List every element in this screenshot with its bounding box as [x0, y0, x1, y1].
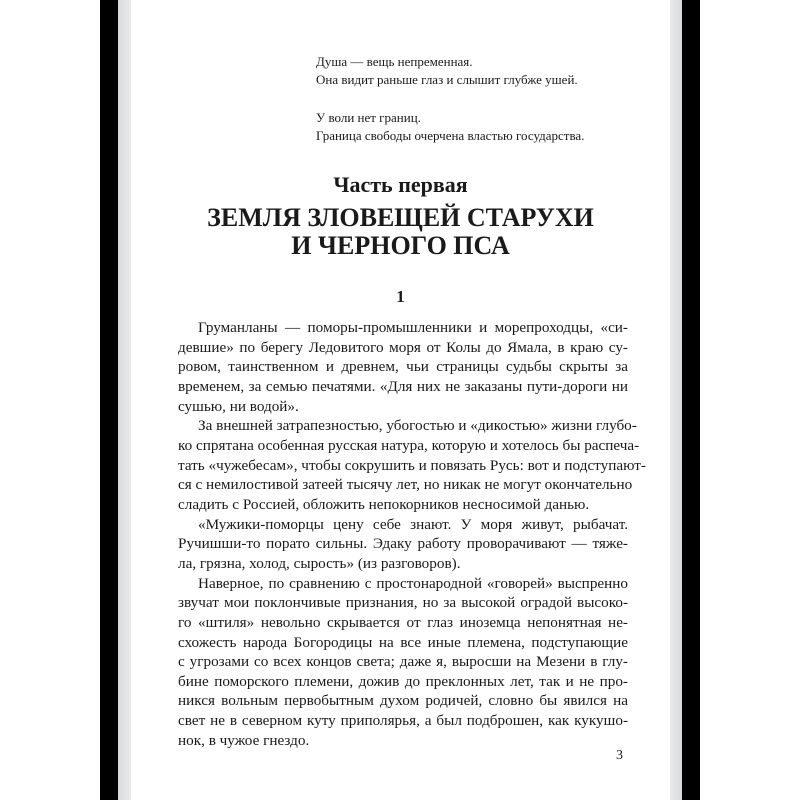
text-line: девшие» по берегу Ледовитого моря от Колы до Ямала, в краю су- [178, 338, 628, 356]
text-line: никся вольным первобытным духом родичей, словно бы явился на [178, 692, 628, 710]
paragraph [178, 515, 628, 574]
chapter-title-line-2: И ЧЕРНОГО ПСА [291, 231, 510, 260]
text-line: нок, в чужое гнездо. [178, 731, 310, 749]
text-line: Наверное, по сравнению с простонародной «говорей» выспренно [198, 574, 628, 592]
right-page-edge [670, 0, 682, 800]
text-line: «Мужики-поморцы цену себе знают. У моря живут, рыбачат. [198, 515, 628, 533]
chapter-title-line-1: ЗЕМЛЯ ЗЛОВЕЩЕЙ СТАРУХИ [207, 203, 594, 232]
body-text [178, 318, 646, 750]
text-line: ла, грязна, холод, сырость» (из разговоров). [178, 554, 461, 572]
paragraph [178, 574, 628, 751]
epigraph-line: Душа — вещь непременная. [316, 54, 473, 69]
text-line: Груманланы — поморы-промышленники и морепроходцы, «си- [198, 319, 628, 336]
epigraph-line: Она видит раньше глаз и слышит глубже ушей. [316, 72, 578, 87]
text-line: го «штиля» невольно скрывается от глаз иноземца непонятная не- [178, 613, 628, 631]
right-border [682, 0, 700, 800]
text-line: ко спрятана особенная русская натура, которую и хотелось бы распеча- [178, 436, 640, 454]
left-border [100, 0, 118, 800]
text-line: Ручишши-то порато сильны. Эдаку работу проворачивают — тяже- [178, 535, 628, 553]
paragraph [178, 416, 646, 514]
text-line: звучат мои поклончивые признания, но за высокой оградой высоко- [178, 594, 628, 612]
left-page-edge [118, 0, 131, 800]
text-line: схожесть народа Богородицы на все иные племена, подступающие [178, 633, 628, 651]
text-line: ровом, таинственном и древнем, чьи страницы судьбы скрыты за [178, 358, 628, 376]
epigraph-line: У воли нет границ. [316, 110, 421, 125]
epigraph-1 [316, 53, 578, 89]
chapter-number: 1 [396, 287, 405, 306]
text-line: свет не в северном куту приполярья, а был подброшен, как кукушо- [178, 712, 628, 730]
text-line: с угрозами со всех концов света; даже я, выросши на Мезени в глу- [178, 653, 628, 671]
text-line: временем, за семью печатями. «Для них не заказаны пути-дороги ни [178, 377, 628, 395]
part-title: Часть первая [333, 172, 468, 197]
epigraph-line: Граница свободы очерчена властью государства. [316, 128, 585, 143]
text-line: тать «чужебесам», чтобы сокрушить и повязать Русь: вот и подступают- [178, 456, 646, 474]
text-line: бине поморского племени, дожив до преклонных лет, так и не про- [178, 672, 628, 690]
page-number: 3 [616, 748, 623, 763]
text-line: За внешней затрапезностью, убогостью и «дикостью» жизни глубо- [198, 417, 637, 435]
text-line: ся с немилостивой затеей тысячу лет, но никак не могут окончательно [178, 476, 633, 494]
epigraph-2 [316, 109, 584, 145]
paragraph [178, 318, 628, 416]
text-line: сладить с Россией, обложить непокорников несносимой данью. [178, 495, 590, 513]
text-line: сушью, ни водой». [178, 397, 299, 415]
